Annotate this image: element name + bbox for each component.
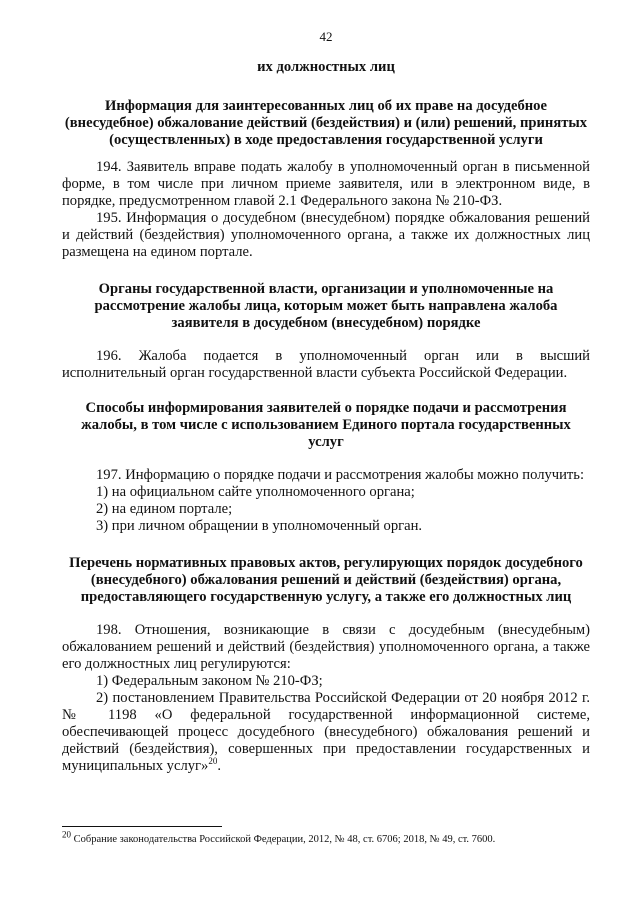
decree-end: .	[217, 758, 221, 774]
section-informing	[62, 400, 590, 535]
footnote-ref[interactable]: 20	[208, 756, 218, 767]
paragraph-196: 196. Жалоба подается в уполномоченный орган или в высший исполнительный орган государственной власти субъекта Российской Федерации.	[62, 348, 590, 381]
list-item: 2) на едином портале;	[96, 501, 233, 517]
footnote-divider	[62, 826, 222, 827]
decree-text: 2) постановлением Правительства Российской Федерации от 20 ноября 2012 г. № 1198 «О федеральной государственной информационной системе, обеспечивающей процесс досудебного (внесудебного) обжалования решений и действий (бездействия), совершенных при предоставлении государственных и муниципальных услуг»	[62, 690, 590, 774]
section-title-authorities: Органы государственной власти, организации и уполномоченные на рассмотрение жалобы лица, которым может быть направлена жалоба заявителя в досудебном (внесудебном) порядке	[94, 281, 558, 331]
paragraph-194: 194. Заявитель вправе подать жалобу в уполномоченный орган в письменной форме, в том числе при личном приеме заявителя, или в электронном виде, в порядке, предусмотренном главой 2.1 Федерального закона № 210-ФЗ.	[62, 159, 590, 209]
paragraph-197: 197. Информацию о порядке подачи и рассмотрения жалобы можно получить:	[96, 467, 585, 483]
section-authorities	[62, 281, 590, 382]
section-legal-acts	[62, 555, 590, 775]
section-title-appeal-rights: Информация для заинтересованных лиц об их праве на досудебное (внесудебное) обжалование действий (бездействия) и (или) решений, принятых (осуществленных) в ходе предоставления государственной услуги	[64, 98, 588, 148]
document-page	[62, 28, 590, 795]
list-item: 3) при личном обращении в уполномоченный орган.	[96, 518, 423, 534]
page-number: 42	[319, 29, 333, 44]
paragraph-198: 198. Отношения, возникающие в связи с досудебным (внесудебным) обжалованием решений и действий (бездействия) уполномоченного органа, а также его должностных лиц регулируются:	[62, 622, 590, 672]
paragraph-195: 195. Информация о досудебном (внесудебном) порядке обжалования решений и действий (бездействия) уполномоченного органа, а также их должностных лиц размещена на едином портале.	[62, 210, 590, 260]
footnote	[62, 829, 602, 846]
footnote-mark: 20	[62, 829, 71, 840]
footnote-text: Собрание законодательства Российской Федерации, 2012, № 48, ст. 6706; 2018, № 49, ст. 7600.	[71, 834, 496, 845]
section-title-informing: Способы информирования заявителей о порядке подачи и рассмотрения жалобы, в том числе с использованием Единого портала государственных услуг	[81, 400, 571, 450]
section-title-legal-acts: Перечень нормативных правовых актов, регулирующих порядок досудебного (внесудебного) обжалования решений и действий (бездействия) органа, предоставляющего государственную услугу, а также его должностных лиц	[69, 555, 583, 605]
list-item-decree	[62, 690, 590, 775]
previous-heading-tail: их должностных лиц	[257, 59, 395, 75]
section-appeal-rights	[62, 98, 590, 261]
list-item: 1) Федеральным законом № 210-ФЗ;	[96, 673, 323, 689]
list-item: 1) на официальном сайте уполномоченного органа;	[96, 484, 415, 500]
